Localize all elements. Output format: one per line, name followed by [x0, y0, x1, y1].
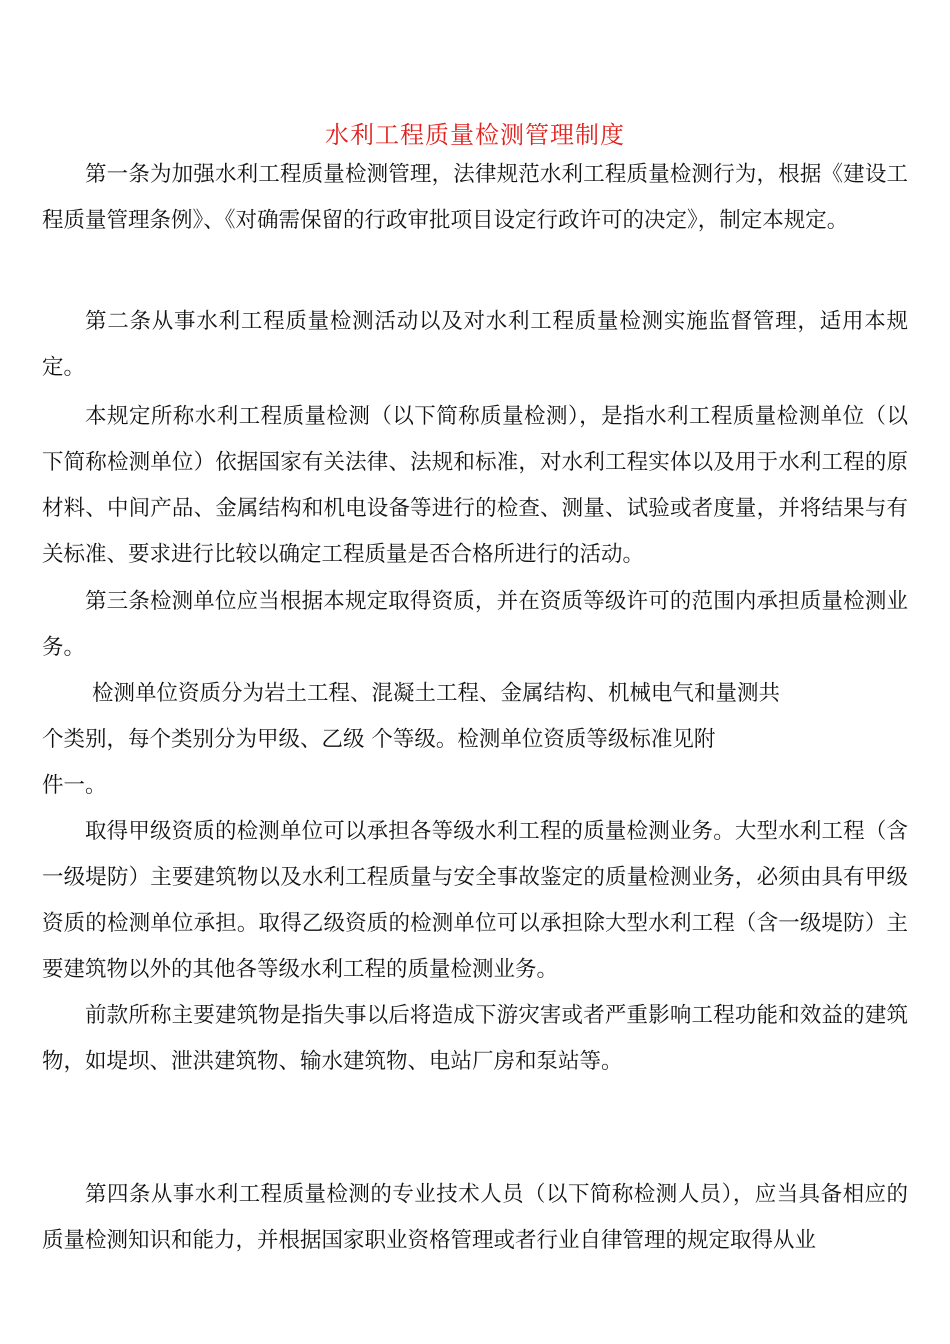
paragraph-grade-scope: 取得甲级资质的检测单位可以承担各等级水利工程的质量检测业务。大型水利工程（含一级堤防）主要建筑物以及水利工程质量与安全事故鉴定的质量检测业务，必须由具有甲级资质的检测单位承担。取得乙级资质的检测单位可以承担除大型水利工程（含一级堤防）主要建筑物以外的其他各等级水利工程的质量检测业务。 [42, 819, 908, 982]
paragraph-qualification-line-1: 检测单位资质分为岩土工程、混凝土工程、金属结构、机械电气和量测共 [92, 681, 781, 706]
paragraph-qualification-line-2: 个类别，每个类别分为甲级、乙级 个等级。检测单位资质等级标准见附 [42, 727, 716, 752]
document-title: 水利工程质量检测管理制度 [325, 121, 625, 149]
paragraph-article-1: 第一条为加强水利工程质量检测管理，法律规范水利工程质量检测行为，根据《建设工程质量管理条例》、《对确需保留的行政审批项目设定行政许可的决定》，制定本规定。 [42, 162, 908, 233]
paragraph-main-buildings: 前款所称主要建筑物是指失事以后将造成下游灾害或者严重影响工程功能和效益的建筑物，如堤坝、泄洪建筑物、输水建筑物、电站厂房和泵站等。 [42, 1003, 908, 1074]
paragraph-qualification-line-3: 件一。 [42, 773, 107, 798]
paragraph-article-4: 第四条从事水利工程质量检测的专业技术人员（以下简称检测人员），应当具备相应的质量检测知识和能力，并根据国家职业资格管理或者行业自律管理的规定取得从业 [42, 1182, 908, 1253]
paragraph-definition: 本规定所称水利工程质量检测（以下简称质量检测），是指水利工程质量检测单位（以下简称检测单位）依据国家有关法律、法规和标准，对水利工程实体以及用于水利工程的原材料、中间产品、金属结构和机电设备等进行的检查、测量、试验或者度量，并将结果与有关标准、要求进行比较以确定工程质量是否合格所进行的活动。 [42, 404, 908, 567]
paragraph-article-2: 第二条从事水利工程质量检测活动以及对水利工程质量检测实施监督管理，适用本规定。 [42, 309, 908, 380]
paragraph-article-3: 第三条检测单位应当根据本规定取得资质，并在资质等级许可的范围内承担质量检测业务。 [42, 589, 908, 660]
